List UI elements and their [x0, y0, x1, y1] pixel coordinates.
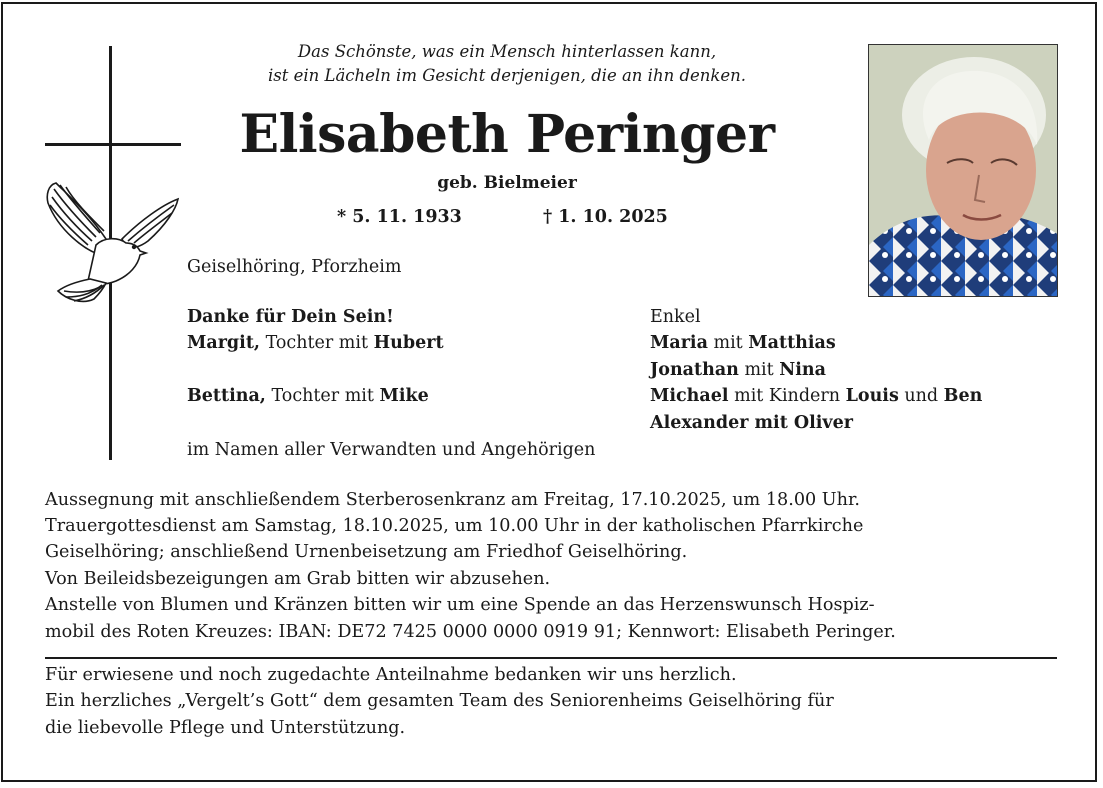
maiden-name: geb. Bielmeier [437, 173, 577, 193]
service-line-3: Geiselhöring; anschließend Urnenbeisetzung am Friedhof Geiselhöring. [45, 542, 688, 562]
birth-date: * 5. 11. 1933 [337, 207, 462, 227]
service-line-2: Trauergottesdienst am Samstag, 18.10.2025, um 10.00 Uhr in der katholischen Pfarrkirche [45, 516, 864, 536]
service-line-4: Von Beileidsbezeigungen am Grab bitten wir abzusehen. [45, 569, 551, 589]
service-line-5: Anstelle von Blumen und Kränzen bitten wir um eine Spende an das Herzenswunsch Hospiz- [45, 595, 875, 615]
mourner-bettina: Bettina, Tochter mit Mike [187, 386, 429, 406]
grandchild-maria: Maria mit Matthias [650, 333, 836, 353]
dove-icon [44, 181, 182, 307]
relatives-line: im Namen aller Verwandten und Angehörigen [187, 440, 596, 460]
quote-line-2: ist ein Lächeln im Gesicht derjenigen, die an ihn denken. [267, 66, 747, 85]
service-line-1: Aussegnung mit anschließendem Sterberosenkranz am Freitag, 17.10.2025, um 18.00 Uhr. [45, 490, 861, 510]
places: Geiselhöring, Pforzheim [187, 257, 402, 277]
cross-bar [45, 143, 181, 146]
service-line-6: mobil des Roten Kreuzes: IBAN: DE72 7425 0000 0000 0919 91; Kennwort: Elisabeth Peringer. [45, 622, 896, 642]
deceased-name: Elisabeth Peringer [239, 104, 775, 165]
thanks-line-3: die liebevolle Pflege und Unterstützung. [45, 718, 406, 738]
thanks-heading: Danke für Dein Sein! [187, 307, 394, 327]
grandchild-michael: Michael mit Kindern Louis und Ben [650, 386, 983, 406]
quote-line-1: Das Schönste, was ein Mensch hinterlassen kann, [297, 42, 717, 61]
portrait-photo [868, 44, 1058, 297]
thanks-line-2: Ein herzliches „Vergelt’s Gott“ dem gesamten Team des Seniorenheims Geiselhöring für [45, 691, 834, 711]
grandchild-jonathan: Jonathan mit Nina [650, 360, 826, 380]
divider [45, 657, 1057, 659]
grandchildren-heading: Enkel [650, 307, 701, 327]
death-date: † 1. 10. 2025 [543, 207, 668, 227]
mourner-margit: Margit, Tochter mit Hubert [187, 333, 444, 353]
grandchild-alexander: Alexander mit Oliver [650, 413, 853, 433]
thanks-line-1: Für erwiesene und noch zugedachte Anteilnahme bedanken wir uns herzlich. [45, 665, 737, 685]
